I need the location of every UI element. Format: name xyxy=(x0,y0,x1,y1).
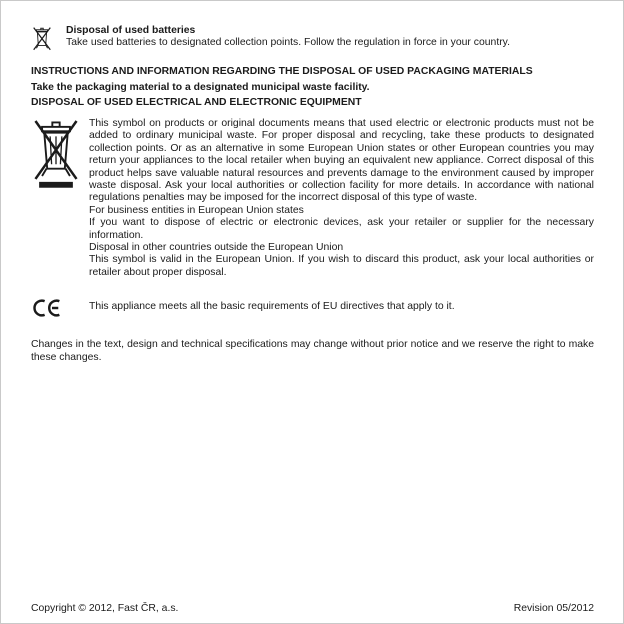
revision-text: Revision 05/2012 xyxy=(513,603,594,614)
battery-disposal-text xyxy=(66,25,510,50)
battery-disposal-body: Take used batteries to designated collection points. Follow the regulation in force in your country. xyxy=(66,37,510,49)
ce-statement: This appliance meets all the basic requirements of EU directives that apply to it. xyxy=(89,301,455,313)
changes-note: Changes in the text, design and technical specifications may change without prior notice and we reserve the right to make these changes. xyxy=(31,339,594,363)
crossed-bin-weee-icon xyxy=(31,118,89,188)
weee-text-block xyxy=(89,118,594,279)
weee-business-heading: For business entities in European Union states xyxy=(89,204,304,216)
battery-disposal-section xyxy=(31,25,594,51)
weee-section xyxy=(31,118,594,279)
weee-business-body: If you want to dispose of electric or electronic devices, ask your retailer or supplier for the necessary information. xyxy=(89,217,594,241)
page-footer xyxy=(31,603,594,614)
ce-section xyxy=(31,295,594,319)
weee-heading: DISPOSAL OF USED ELECTRICAL AND ELECTRONIC EQUIPMENT xyxy=(31,97,362,108)
crossed-bin-battery-icon xyxy=(31,25,53,51)
packaging-heading: INSTRUCTIONS AND INFORMATION REGARDING THE DISPOSAL OF USED PACKAGING MATERIALS xyxy=(31,66,533,77)
battery-disposal-title: Disposal of used batteries xyxy=(66,25,196,36)
packaging-body: Take the packaging material to a designated municipal waste facility. xyxy=(31,82,370,93)
weee-paragraph: This symbol on products or original documents means that used electric or electronic products must not be added to ordinary municipal waste. For proper disposal and recycling, take these products to designated collection points. Or as an alternative in some European Union states or other European countries you may return your appliances to the local retailer when buying an equivalent new appliance. Correct disposal of this product helps save valuable natural resources and prevents damage to the environment caused by improper waste disposal. Ask your local authorities or collection facility for more details. In accordance with national regulations penalties may be imposed for the incorrect disposal of this type of waste. xyxy=(89,118,594,204)
weee-other-body: This symbol is valid in the European Union. If you wish to discard this product, ask your local authorities or retailer about proper disposal. xyxy=(89,254,594,278)
copyright-text: Copyright © 2012, Fast ČR, a.s. xyxy=(31,603,179,614)
weee-other-heading: Disposal in other countries outside the European Union xyxy=(89,242,344,254)
ce-mark-icon xyxy=(31,295,89,319)
